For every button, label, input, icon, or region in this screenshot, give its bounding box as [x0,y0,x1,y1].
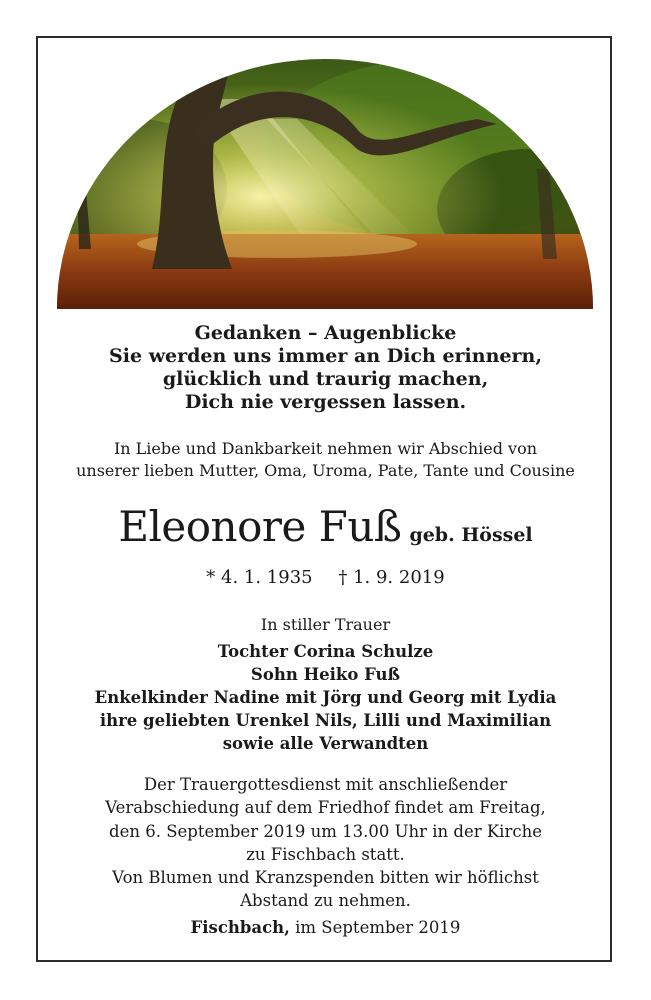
place: Fischbach, [190,918,290,937]
service-line: Verabschiedung auf dem Friedhof findet am Freitag, [105,798,546,818]
mourner-line: Sohn Heiko Fuß [250,665,401,684]
deceased-name: Eleonore Fuß [118,502,402,551]
poem-line: Sie werden uns immer an Dich erinnern, [109,345,542,367]
birth-date: * 4. 1. 1935 [206,567,313,588]
intro-line: unserer lieben Mutter, Oma, Uroma, Pate, Tante und Cousine [76,461,575,480]
mourners-list [40,640,611,755]
mourner-line: ihre geliebten Urenkel Nils, Lilli und Maximilian [99,711,552,730]
intro-line: In Liebe und Dankbarkeit nehmen wir Abschied von [113,439,538,458]
birth-name: geb. Hössel [409,524,533,546]
poem-line: Dich nie vergessen lassen. [184,391,467,413]
mourner-line: Tochter Corina Schulze [217,642,434,661]
service-line: Der Trauergottesdienst mit anschließender [143,775,508,794]
mourner-line: sowie alle Verwandten [222,734,429,753]
deceased-name-row [40,502,611,552]
poem-line: Gedanken – Augenblicke [194,322,457,344]
service-line: den 6. September 2019 um 13.00 Uhr in der Kirche [109,821,542,841]
mourner-line: Enkelkinder Nadine mit Jörg und Georg mit Lydia [94,688,557,707]
service-line: Von Blumen und Kranzspenden bitten wir höflichst [112,868,539,888]
mourners-intro: In stiller Trauer [260,615,391,634]
service-info [40,773,611,913]
poem [40,322,611,414]
death-date: † 1. 9. 2019 [338,567,445,588]
service-line: Abstand zu nehmen. [240,891,411,911]
farewell-intro [40,438,611,482]
place-date [40,917,611,939]
poem-line: glücklich und traurig machen, [162,368,489,390]
life-dates [40,566,611,590]
date: im September 2019 [289,918,461,937]
service-line: zu Fischbach statt. [246,844,405,864]
